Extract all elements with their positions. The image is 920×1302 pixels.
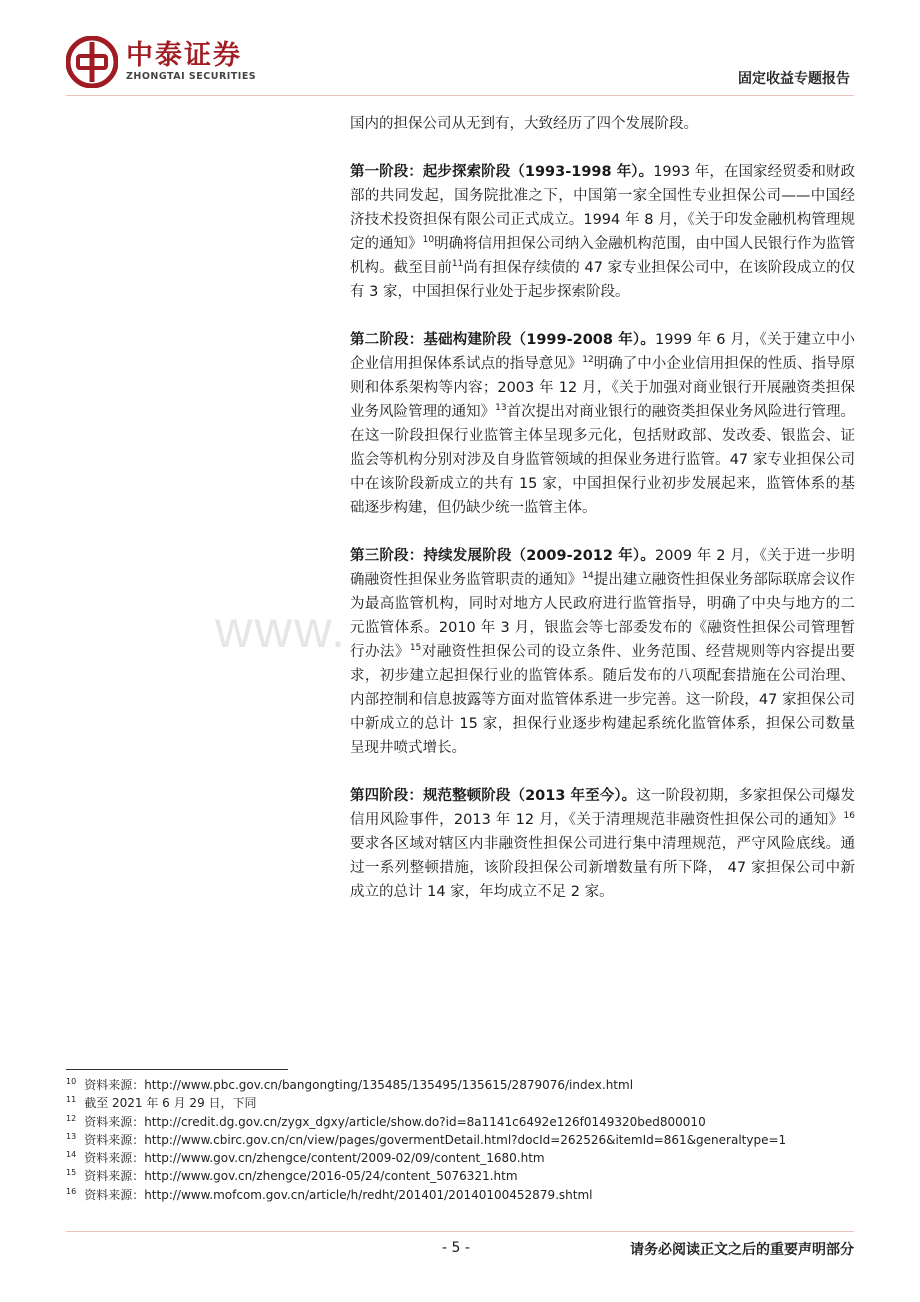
stage1-paragraph	[350, 160, 855, 304]
footnote-number: 11	[66, 1095, 77, 1105]
footnote-ref[interactable]: 10	[422, 235, 435, 246]
footnote	[66, 1149, 786, 1167]
report-type: 固定收益专题报告	[738, 71, 850, 87]
footnote	[66, 1186, 786, 1204]
stage2-text: 明确了中小企业信用担保的性质、指导原则和体系架构等内容；2003 年 12 月，《关于加强对商业银行开展融资类担保业务风险管理的通知》	[350, 356, 856, 420]
zhongtai-logo-icon	[66, 36, 118, 88]
footnote-number: 12	[66, 1113, 77, 1123]
footnote-text[interactable]: 资料来源：http://www.gov.cn/zhengce/content/2009-02/09/content_1680.htm	[84, 1151, 545, 1166]
page-number: - 5 -	[442, 1240, 470, 1256]
footnote-divider	[66, 1069, 288, 1070]
brand-name-cn: 中泰证券	[126, 40, 242, 71]
footnote	[66, 1094, 786, 1112]
stage4-text: 这一阶段初期，多家担保公司爆发信用风险事件，2013 年 12 月，《关于清理规范非融资性担保公司的通知》	[350, 788, 856, 828]
footnote	[66, 1076, 786, 1094]
footnote-ref[interactable]: 15	[409, 643, 422, 654]
stage4-text: 要求各区域对辖区内非融资性担保公司进行集中清理规范，严守风险底线。通过一系列整顿措施，该阶段担保公司新增数量有所下降， 47 家担保公司中新成立的总计 14 家，年均成立不足 2 家。	[350, 836, 855, 900]
stage3-text: 2009 年 2 月，《关于进一步明确融资性担保业务监管职责的通知》	[350, 548, 855, 588]
stage2-paragraph	[350, 328, 855, 520]
footnote-ref[interactable]: 13	[495, 403, 507, 414]
brand-logo	[66, 36, 256, 88]
footnotes	[66, 1076, 786, 1204]
footnote-number: 10	[66, 1077, 77, 1086]
footnote-text[interactable]: 资料来源：http://www.gov.cn/zhengce/2016-05/24/content_5076321.htm	[84, 1169, 518, 1184]
intro-paragraph: 国内的担保公司从无到有，大致经历了四个发展阶段。	[350, 116, 698, 132]
stage1-text: 尚有担保存续债的 47 家专业担保公司中，在该阶段成立的仅有 3 家，中国担保行业处于起步探索阶段。	[350, 260, 855, 300]
footnote-number: 16	[66, 1186, 77, 1196]
stage3-paragraph	[350, 544, 855, 760]
footnote-ref[interactable]: 16	[843, 811, 855, 822]
footnote-ref[interactable]: 12	[582, 355, 594, 366]
stage4-heading: 第四阶段：规范整顿阶段（2013 年至今）。	[350, 788, 637, 804]
footnote-text: 截至 2021 年 6 月 29 日，下同	[84, 1096, 257, 1111]
watermark: www.	[215, 601, 348, 659]
footnote	[66, 1113, 786, 1131]
disclaimer-text: 请务必阅读正文之后的重要声明部分	[630, 1242, 854, 1258]
footer-divider	[66, 1231, 854, 1232]
footnote-text[interactable]: 资料来源：http://credit.dg.gov.cn/zygx_dgxy/article/show.do?id=8a1141c6492e126f0149320bed800010	[84, 1114, 706, 1129]
footnote-number: 14	[66, 1150, 77, 1160]
footnote-text[interactable]: 资料来源：http://www.pbc.gov.cn/bangongting/135485/135495/135615/2879076/index.html	[84, 1078, 634, 1092]
stage1-heading: 第一阶段：起步探索阶段（1993-1998 年）。	[350, 164, 654, 180]
footnote	[66, 1131, 786, 1149]
stage3-heading: 第三阶段：持续发展阶段（2009-2012 年）。	[350, 548, 656, 564]
footnote	[66, 1167, 786, 1185]
stage2-text: 首次提出对商业银行的融资类担保业务风险进行管理。在这一阶段担保行业监管主体呈现多元化，包括财政部、发改委、银监会、证监会等机构分别对涉及自身监管领域的担保业务进行监管。47 家专业担保公司中在该阶段新成立的共有 15 家，中国担保行业初步发展起来，监管体系的基础逐步构建，但仍缺少统一监管主体。	[350, 404, 856, 516]
stage3-text: 对融资性担保公司的设立条件、业务范围、经营规则等内容提出要求，初步建立起担保行业的监管体系。随后发布的八项配套措施在公司治理、内部控制和信息披露等方面对监管体系进一步完善。这一阶段，47 家担保公司中新成立的总计 15 家，担保行业逐步构建起系统化监管体系，担保公司数量呈现井喷式增长。	[350, 644, 856, 756]
footnote-ref[interactable]: 11	[451, 259, 464, 270]
footnote-text[interactable]: 资料来源：http://www.cbirc.gov.cn/cn/view/pages/govermentDetail.html?docId=262526&itemId=861&generaltype=1	[84, 1132, 787, 1147]
footnote-text[interactable]: 资料来源：http://www.mofcom.gov.cn/article/h/redht/201401/20140100452879.shtml	[84, 1187, 593, 1202]
stage2-text: 1999 年 6 月，《关于建立中小企业信用担保体系试点的指导意见》	[350, 332, 855, 372]
stage1-text: 1993 年，在国家经贸委和财政部的共同发起，国务院批准之下，中国第一家全国性专业担保公司——中国经济技术投资担保有限公司正式成立。1994 年 8 月，《关于印发金融机构管理规定的通知》	[350, 164, 855, 252]
stage1-text: 明确将信用担保公司纳入金融机构范围，由中国人民银行作为监管机构。截至目前	[350, 236, 856, 276]
footnote-ref[interactable]: 14	[582, 571, 594, 582]
footnote-number: 13	[66, 1131, 77, 1141]
stage2-heading: 第二阶段：基础构建阶段（1999-2008 年）。	[350, 332, 656, 348]
header-divider	[66, 95, 854, 96]
main-content	[350, 112, 855, 928]
stage3-text: 提出建立融资性担保业务部际联席会议作为最高监管机构，同时对地方人民政府进行监管指导，明确了中央与地方的二元监管体系。2010 年 3 月，银监会等七部委发布的《融资性担保公司管理暂行办法》	[350, 572, 856, 660]
stage4-paragraph	[350, 784, 855, 904]
footnote-number: 15	[66, 1168, 77, 1178]
brand-name-en: ZHONGTAI SECURITIES	[126, 71, 257, 82]
